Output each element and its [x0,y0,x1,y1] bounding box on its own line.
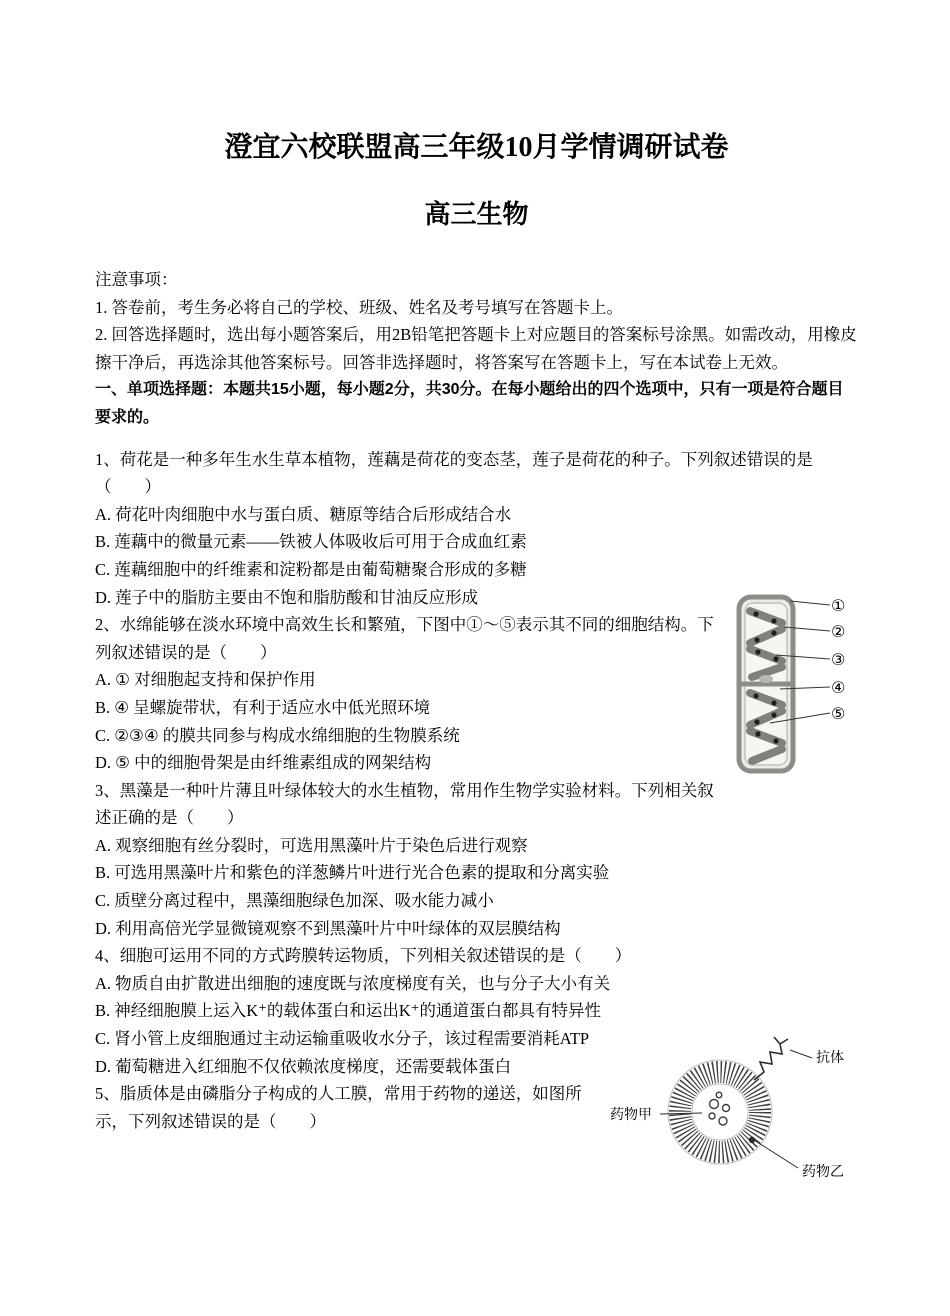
spirogyra-cell-drawing [739,597,793,771]
spirogyra-cell-svg [730,593,860,775]
spirogyra-figure [730,593,860,775]
question-4-option-b: B. 神经细胞膜上运入K⁺的载体蛋白和运出K⁺的通道蛋白都具有特异性 [95,1001,602,1021]
question-4-option-c: C. 肾小管上皮细胞通过主动运输重吸收水分子，该过程需要消耗ATP [95,1029,590,1049]
spirogyra-label-3: ③ [831,650,846,670]
question-4-option-a: A. 物质自由扩散进出细胞的速度既与浓度梯度有关，也与分子大小有关 [95,973,611,993]
question-1-option-a: A. 荷花叶肉细胞中水与蛋白质、糖原等结合后形成结合水 [95,504,512,524]
question-4-option-d: D. 葡萄糖进入红细胞不仅依赖浓度梯度，还需要载体蛋白 [95,1056,512,1076]
question-3-option-a: A. 观察细胞有丝分裂时，可选用黑藻叶片于染色后进行观察 [95,835,528,855]
liposome-label-antibody: 抗体 [816,1050,844,1067]
question-1-stem: 1、荷花是一种多年生水生草本植物，莲藕是荷花的变态茎，莲子是荷花的种子。下列叙述错误的是（ ） [95,449,813,497]
question-2-option-a: A. ① 对细胞起支持和保护作用 [95,670,316,690]
liposome-label-drug-a: 药物甲 [610,1107,652,1124]
liposome-label-drug-b: 药物乙 [802,1164,844,1181]
question-4-stem: 4、细胞可运用不同的方式跨膜转运物质，下列相关叙述错误的是（ ） [95,946,632,966]
question-5-stem: 5、脂质体是由磷脂分子构成的人工膜，常用于药物的递送，如图所示，下列叙述错误的是（ ） [95,1084,582,1131]
page-subtitle: 高三生物 [424,200,529,229]
question-1 [95,446,858,612]
liposome-figure [604,1034,860,1186]
question-1-option-b: B. 莲藕中的微量元素——铁被人体吸收后可用于合成血红素 [95,532,527,552]
question-2-stem: 2、水绵能够在淡水环境中高效生长和繁殖，下图中①～⑤表示其不同的细胞结构。下列叙述错误的是（ ） [95,615,714,662]
question-1-option-d: D. 莲子中的脂肪主要由不饱和脂肪酸和甘油反应形成 [95,587,479,607]
question-3-option-b: B. 可选用黑藻叶片和紫色的洋葱鳞片叶进行光合色素的提取和分离实验 [95,863,610,883]
notice-item-1: 1. 答卷前，考生务必将自己的学校、班级、姓名及考号填写在答题卡上。 [95,297,623,317]
section-heading: 一、单项选择题：本题共15小题，每小题2分，共30分。在每小题给出的四个选项中，只有一项是符合题目要求的。 [95,381,844,426]
notice-item-2: 2. 回答选择题时，选出每小题答案后，用2B铅笔把答题卡上对应题目的答案标号涂黑。如需改动，用橡皮擦干净后，再选涂其他答案标号。回答非选择题时，将答案写在答题卡上，写在本试卷上无效。 [95,325,857,372]
spirogyra-label-2: ② [831,622,846,642]
question-3-stem: 3、黑藻是一种叶片薄且叶绿体较大的水生植物，常用作生物学实验材料。下列相关叙述正确的是（ ） [95,780,714,828]
liposome-drawing [668,1037,788,1164]
liposome-svg [604,1034,860,1186]
questions-list [95,446,858,1181]
question-2-option-d: D. ⑤ 中的细胞骨架是由纤维素组成的网架结构 [95,753,432,773]
question-1-option-c: C. 莲藕细胞中的纤维素和淀粉都是由葡萄糖聚合形成的多糖 [95,559,527,579]
question-2-option-c: C. ②③④ 的膜共同参与构成水绵细胞的生物膜系统 [95,725,460,745]
spirogyra-label-5: ⑤ [831,704,846,724]
notices-block [95,266,858,376]
antibody-chain [754,1037,788,1080]
notices-heading: 注意事项： [95,270,178,289]
question-3 [95,777,858,943]
spirogyra-label-4: ④ [831,678,846,698]
question-3-option-c: C. 质壁分离过程中，黑藻细胞绿色加深、吸水能力减小 [95,891,494,911]
question-2-option-b: B. ④ 呈螺旋带状，有利于适应水中低光照环境 [95,697,431,717]
spirogyra-label-1: ① [831,596,846,616]
question-3-option-d: D. 利用高倍光学显微镜观察不到黑藻叶片中叶绿体的双层膜结构 [95,918,561,938]
page-title: 澄宜六校联盟高三年级10月学情调研试卷 [224,132,729,163]
